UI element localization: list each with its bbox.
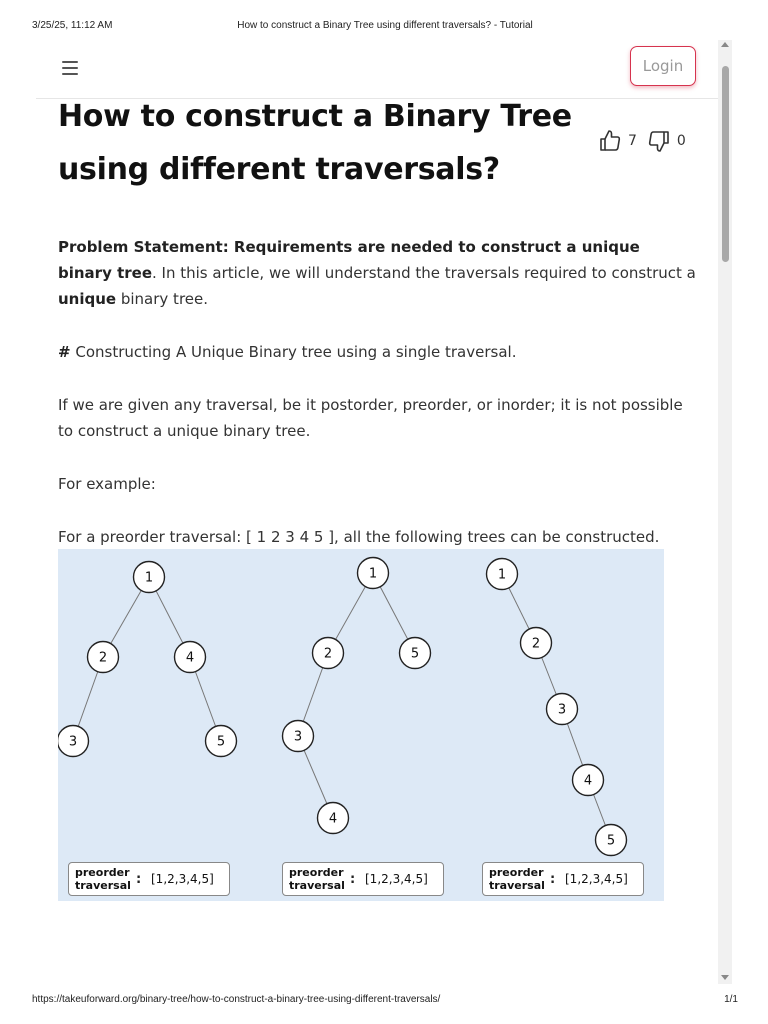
binary-trees-figure <box>58 549 664 901</box>
tree-node <box>521 628 552 659</box>
trees-diagram <box>58 549 664 901</box>
traversal-value: [1,2,3,4,5] <box>151 872 214 886</box>
svg-text:4: 4 <box>328 811 338 827</box>
svg-text:2: 2 <box>323 646 333 662</box>
hamburger-icon[interactable] <box>62 61 78 75</box>
paragraph-preorder: For a preorder traversal: [ 1 2 3 4 5 ], all the following trees can be constructed. <box>58 528 660 546</box>
svg-text:4: 4 <box>185 650 195 666</box>
svg-text:1: 1 <box>497 567 507 583</box>
tree-node <box>134 562 165 593</box>
scroll-down-arrow-icon[interactable] <box>721 975 729 980</box>
problem-statement <box>58 234 698 312</box>
section-heading <box>58 339 698 365</box>
traversal-value: [1,2,3,4,5] <box>565 872 628 886</box>
svg-text:5: 5 <box>606 833 616 849</box>
traversal-label-line1: preorder <box>75 866 130 879</box>
tree-node <box>400 638 431 669</box>
article-title: How to construct a Binary Tree using different traversals? <box>58 99 572 187</box>
traversal-label-line2: traversal <box>289 879 345 892</box>
paragraph-example: For example: <box>58 475 156 493</box>
scrollbar[interactable] <box>718 40 732 984</box>
tree-node <box>206 726 237 757</box>
problem-statement-text: . In this article, we will understand the traversals required to construct a <box>152 264 696 282</box>
thumbs-down-icon[interactable] <box>647 129 671 153</box>
print-url: https://takeuforward.org/binary-tree/how-to-construct-a-binary-tree-using-different-traversals/ <box>32 994 441 1005</box>
traversal-label-box <box>68 862 230 896</box>
tree-node <box>573 765 604 796</box>
dislike-count: 0 <box>676 133 686 149</box>
traversal-label-box <box>482 862 644 896</box>
traversal-colon: : <box>550 872 556 887</box>
tree-node <box>175 642 206 673</box>
svg-text:2: 2 <box>98 650 108 666</box>
tree-node <box>283 721 314 752</box>
print-header <box>32 20 738 34</box>
unique-bold: unique <box>58 290 117 308</box>
svg-text:4: 4 <box>583 773 593 789</box>
login-button[interactable]: Login <box>630 46 696 86</box>
traversal-label-line2: traversal <box>489 879 545 892</box>
svg-text:1: 1 <box>368 566 378 582</box>
tree-node <box>58 726 89 757</box>
svg-text:1: 1 <box>144 570 154 586</box>
traversal-label-box <box>282 862 444 896</box>
traversal-colon: : <box>350 872 356 887</box>
traversal-colon: : <box>136 872 142 887</box>
svg-text:2: 2 <box>531 636 541 652</box>
svg-text:5: 5 <box>216 734 226 750</box>
svg-text:5: 5 <box>410 646 420 662</box>
traversal-label-line2: traversal <box>75 879 131 892</box>
tree-node <box>358 558 389 589</box>
print-page-title: How to construct a Binary Tree using different traversals? - Tutorial <box>237 20 533 31</box>
print-page-number: 1/1 <box>724 994 738 1005</box>
tree-node <box>313 638 344 669</box>
tree-node <box>596 825 627 856</box>
print-footer <box>32 994 738 1008</box>
problem-statement-bold: Problem Statement: Requirements are needed to construct a unique binary tree <box>58 238 640 282</box>
scroll-up-arrow-icon[interactable] <box>721 42 729 47</box>
problem-statement-tail: binary tree. <box>116 290 209 308</box>
svg-text:3: 3 <box>557 702 567 718</box>
traversal-value: [1,2,3,4,5] <box>365 872 428 886</box>
svg-text:3: 3 <box>68 734 78 750</box>
tree-node <box>88 642 119 673</box>
print-date: 3/25/25, 11:12 AM <box>32 20 113 31</box>
tree-node <box>318 803 349 834</box>
thumbs-up-icon[interactable] <box>598 129 622 153</box>
traversal-label-line1: preorder <box>289 866 344 879</box>
traversal-label-line1: preorder <box>489 866 544 879</box>
tree-node <box>487 559 518 590</box>
paragraph-traversal: If we are given any traversal, be it postorder, preorder, or inorder; it is not possible to construct a unique binary tree. <box>58 396 683 440</box>
vote-bar <box>598 126 696 156</box>
hash-mark: # <box>58 343 71 361</box>
article-body <box>58 234 698 577</box>
tree-node <box>547 694 578 725</box>
svg-text:3: 3 <box>293 729 303 745</box>
section-heading-text: Constructing A Unique Binary tree using a single traversal. <box>70 343 517 361</box>
scrollbar-thumb[interactable] <box>722 66 729 262</box>
like-count: 7 <box>628 133 637 149</box>
